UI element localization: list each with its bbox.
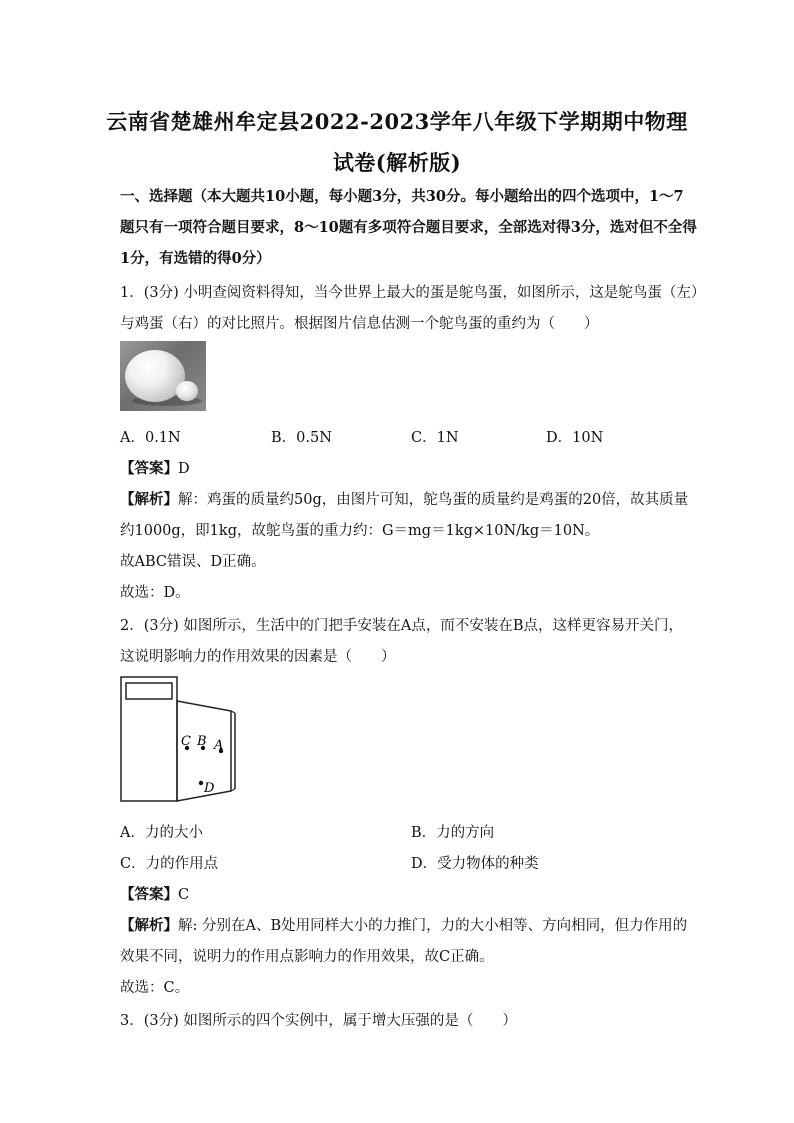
label-d: D [204, 781, 215, 796]
q1-answer-tag: 【答案】 [120, 460, 178, 477]
q1-option-a: A．0.1N [120, 430, 181, 446]
chicken-egg [176, 381, 198, 401]
document-title-line1: 云南省楚雄州牟定县2022-2023学年八年级下学期期中物理 [106, 109, 688, 134]
door-diagram [119, 675, 239, 805]
q2-stem-line1: 2．(3分) 如图所示，生活中的门把手安装在A点，而不安装在B点，这样更容易开关门， [120, 618, 683, 634]
point-d [199, 781, 203, 785]
q2-stem-line2: 这说明影响力的作用效果的因素是（ ） [120, 649, 396, 665]
q1-stem-line2: 与鸡蛋（右）的对比照片。根据图片信息估测一个鸵鸟蛋的重约为（ ） [120, 316, 599, 332]
q2-option-d: D．受力物体的种类 [411, 856, 539, 872]
q2-analysis-tag: 【解析】 [120, 917, 178, 934]
q1-conclusion: 故选：D。 [120, 585, 190, 601]
q1-option-c: C．1N [411, 430, 459, 446]
q1-stem-line1: 1．(3分) 小明查阅资料得知，当今世界上最大的蛋是鸵鸟蛋，如图所示，这是鸵鸟蛋（左） [120, 285, 706, 301]
q2-option-b: B．力的方向 [411, 825, 495, 841]
q2-option-c: C．力的作用点 [120, 856, 219, 872]
section-heading-line1: 一、选择题（本大题共10小题，每小题3分，共30分。每小题给出的四个选项中，1～7 [120, 188, 684, 205]
q1-answer [120, 457, 190, 478]
section-heading-line2: 题只有一项符合题目要求，8～10题有多项符合题目要求，全部选对得3分，选对但不全得 [120, 219, 697, 236]
q1-analysis-tag: 【解析】 [120, 491, 178, 508]
q2-option-a: A．力的大小 [120, 825, 203, 841]
label-a: A [214, 738, 224, 753]
q1-analysis-line1 [120, 488, 688, 509]
q1-option-d: D．10N [546, 430, 604, 446]
q2-answer-value: C [178, 887, 190, 903]
q2-analysis-line2: 效果不同，说明力的作用点影响力的作用效果，故C正确。 [120, 949, 494, 965]
label-c: C [181, 734, 191, 749]
q3-stem-line1: 3．(3分) 如图所示的四个实例中，属于增大压强的是（ ） [120, 1013, 517, 1029]
door-transom [126, 683, 172, 699]
section-heading-line3: 1分，有选错的得0分） [120, 250, 271, 267]
q2-analysis-text1: 解: 分别在A、B处用同样大小的力推门，力的大小相等、方向相同，但力作用的 [178, 918, 688, 934]
q2-analysis-line1 [120, 914, 687, 935]
q1-analysis-line3: 故ABC错误、D正确。 [120, 554, 266, 570]
q1-answer-value: D [178, 461, 190, 477]
q1-option-b: B．0.5N [271, 430, 332, 446]
label-b: B [197, 734, 207, 749]
q1-analysis-text1: 解：鸡蛋的质量约50g，由图片可知，鸵鸟蛋的质量约是鸡蛋的20倍，故其质量 [178, 492, 689, 508]
q2-conclusion: 故选：C。 [120, 980, 190, 996]
q2-answer-tag: 【答案】 [120, 886, 178, 903]
q2-answer [120, 883, 189, 904]
door-frame [121, 677, 177, 801]
document-title-line2: 试卷(解析版) [332, 150, 462, 175]
ostrich-egg-photo [120, 341, 206, 411]
q1-analysis-line2: 约1000g，即1kg，故鸵鸟蛋的重力约：G＝mg＝1kg×10N/kg＝10N。 [120, 523, 600, 539]
